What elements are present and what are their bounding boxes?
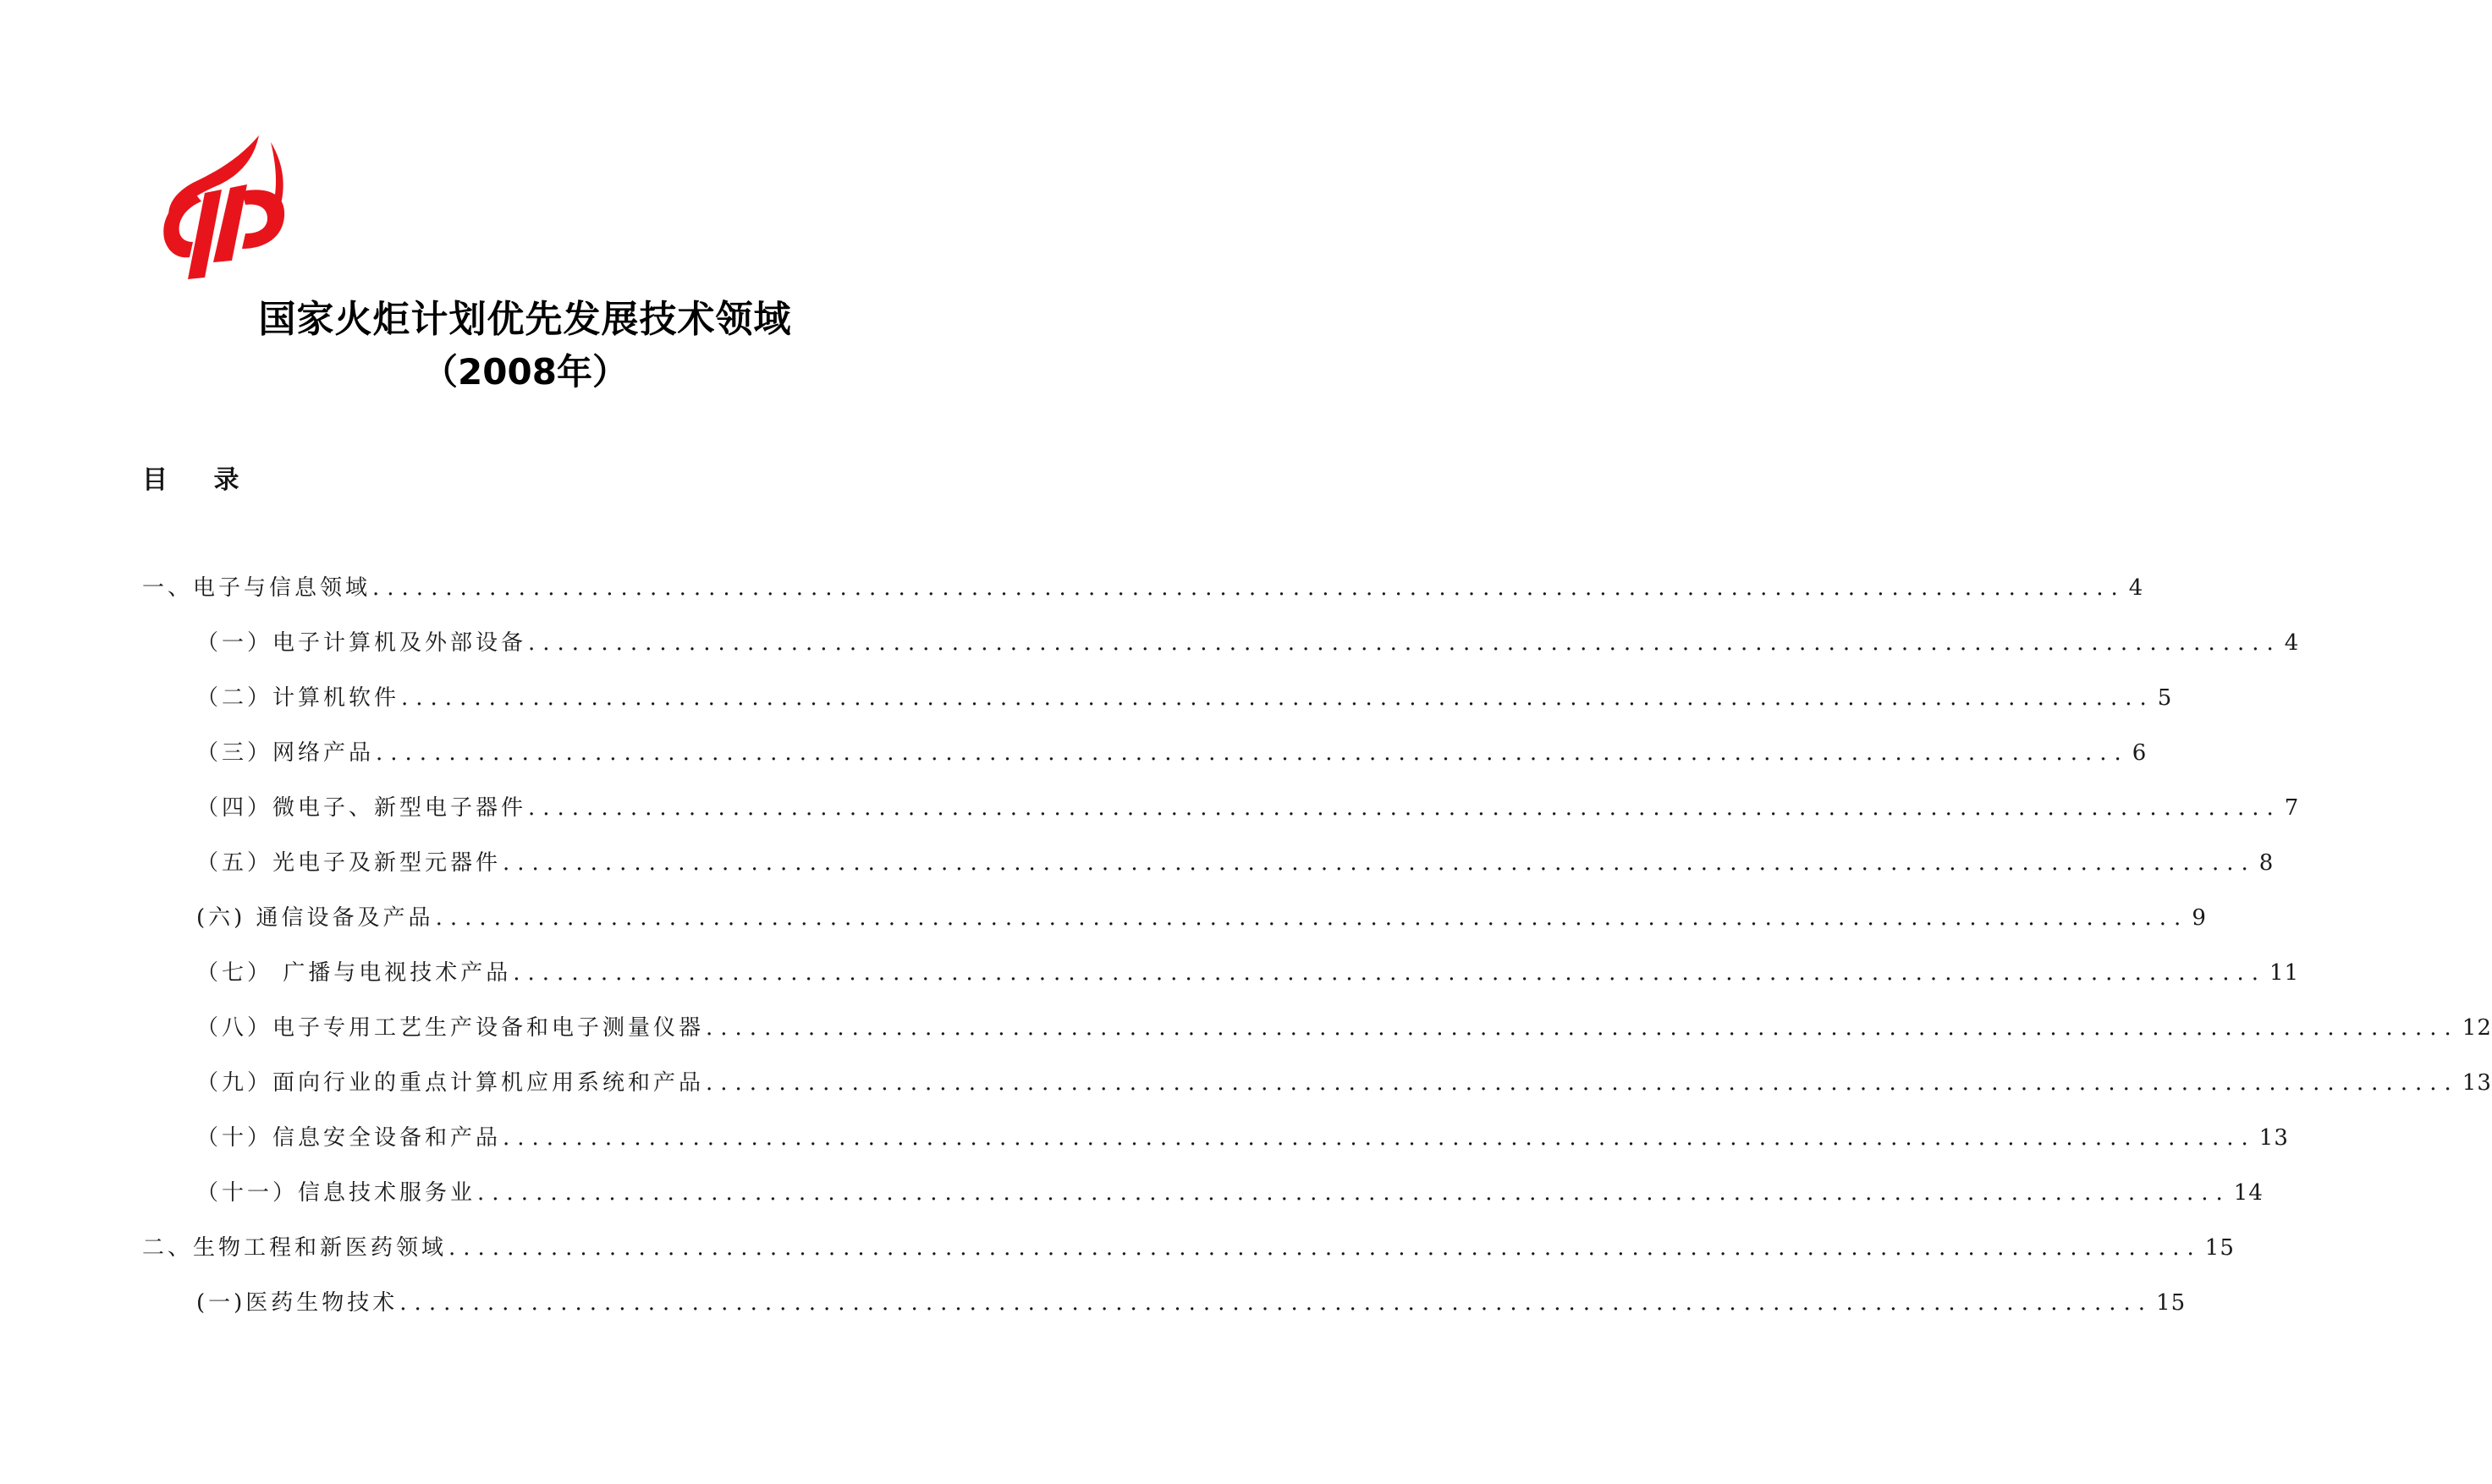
- toc-entry-page[interactable]: 4: [2284, 630, 2300, 656]
- toc-entry[interactable]: [196, 1011, 2492, 1066]
- toc-entry-label[interactable]: （二）计算机软件: [196, 685, 400, 711]
- toc-entry[interactable]: [142, 571, 2144, 626]
- toc-dot-leader: ........................................................................................................................: [401, 685, 2154, 711]
- toc-entry-label[interactable]: （七） 广播与电视技术产品: [196, 960, 512, 986]
- table-of-contents: [0, 571, 2492, 1341]
- toc-dot-leader: ........................................................................................................................: [706, 1070, 2459, 1096]
- toc-entry-label[interactable]: （一）电子计算机及外部设备: [196, 630, 527, 656]
- toc-dot-leader: ........................................................................................................................: [435, 905, 2189, 931]
- toc-entry-page[interactable]: 12: [2462, 1015, 2492, 1041]
- toc-entry[interactable]: [196, 681, 2173, 736]
- toc-entry-page[interactable]: 5: [2157, 685, 2173, 711]
- toc-entry[interactable]: [196, 626, 2300, 681]
- toc-dot-leader: ........................................................................................................................: [448, 1235, 2202, 1261]
- toc-entry-label[interactable]: 二、生物工程和新医药领域: [142, 1235, 448, 1261]
- toc-dot-leader: ........................................................................................................................: [528, 795, 2281, 821]
- toc-entry[interactable]: [196, 901, 2207, 956]
- toc-entry[interactable]: [196, 1066, 2492, 1121]
- torch-logo-icon: [159, 134, 294, 282]
- toc-entry[interactable]: [196, 1176, 2264, 1231]
- toc-entry-page[interactable]: 6: [2132, 740, 2148, 766]
- toc-dot-leader: ........................................................................................................................: [376, 740, 2129, 766]
- toc-entry[interactable]: [196, 791, 2300, 846]
- toc-entry-page[interactable]: 13: [2462, 1070, 2492, 1096]
- toc-entry-label[interactable]: （三）网络产品: [196, 740, 375, 766]
- toc-dot-leader: ........................................................................................................................: [528, 630, 2281, 656]
- toc-entry-page[interactable]: 9: [2192, 905, 2207, 931]
- toc-entry-label[interactable]: （九）面向行业的重点计算机应用系统和产品: [196, 1070, 705, 1096]
- toc-entry-label[interactable]: （八）电子专用工艺生产设备和电子测量仪器: [196, 1015, 705, 1041]
- toc-entry-page[interactable]: 15: [2156, 1290, 2187, 1316]
- toc-heading: 目 录: [142, 465, 241, 495]
- toc-entry-label[interactable]: （四）微电子、新型电子器件: [196, 795, 527, 821]
- toc-entry[interactable]: [196, 846, 2275, 901]
- toc-entry-label[interactable]: (一)医药生物技术: [196, 1290, 399, 1316]
- toc-dot-leader: ........................................................................................................................: [513, 960, 2267, 986]
- toc-dot-leader: ........................................................................................................................: [706, 1015, 2459, 1041]
- toc-entry[interactable]: [196, 1121, 2289, 1176]
- toc-entry[interactable]: [196, 1286, 2187, 1341]
- toc-entry-page[interactable]: 15: [2204, 1235, 2235, 1261]
- toc-dot-leader: ........................................................................................................................: [503, 850, 2256, 876]
- toc-entry-label[interactable]: (六) 通信设备及产品: [196, 905, 434, 931]
- toc-entry-page[interactable]: 11: [2269, 960, 2300, 986]
- toc-entry-page[interactable]: 4: [2128, 575, 2144, 601]
- torch-p-shape: [213, 184, 284, 262]
- toc-entry[interactable]: [196, 956, 2300, 1011]
- toc-entry-page[interactable]: 14: [2233, 1180, 2264, 1206]
- toc-entry-page[interactable]: 7: [2284, 795, 2300, 821]
- toc-entry[interactable]: [196, 736, 2148, 791]
- toc-entry[interactable]: [142, 1231, 2235, 1286]
- toc-dot-leader: ........................................................................................................................: [399, 1290, 2154, 1316]
- document-title: 国家火炬计划优先发展技术领域: [258, 298, 792, 341]
- toc-dot-leader: ........................................................................................................................: [372, 575, 2126, 601]
- document-year: （2008年）: [422, 351, 628, 393]
- toc-entry-page[interactable]: 8: [2258, 850, 2275, 876]
- toc-entry-label[interactable]: （五）光电子及新型元器件: [196, 850, 502, 876]
- toc-dot-leader: ........................................................................................................................: [503, 1125, 2256, 1151]
- toc-entry-label[interactable]: （十）信息安全设备和产品: [196, 1125, 502, 1151]
- toc-entry-label[interactable]: （十一）信息技术服务业: [196, 1180, 476, 1206]
- toc-dot-leader: ........................................................................................................................: [477, 1180, 2231, 1206]
- toc-entry-page[interactable]: 13: [2258, 1125, 2289, 1151]
- toc-entry-label[interactable]: 一、电子与信息领域: [142, 575, 371, 601]
